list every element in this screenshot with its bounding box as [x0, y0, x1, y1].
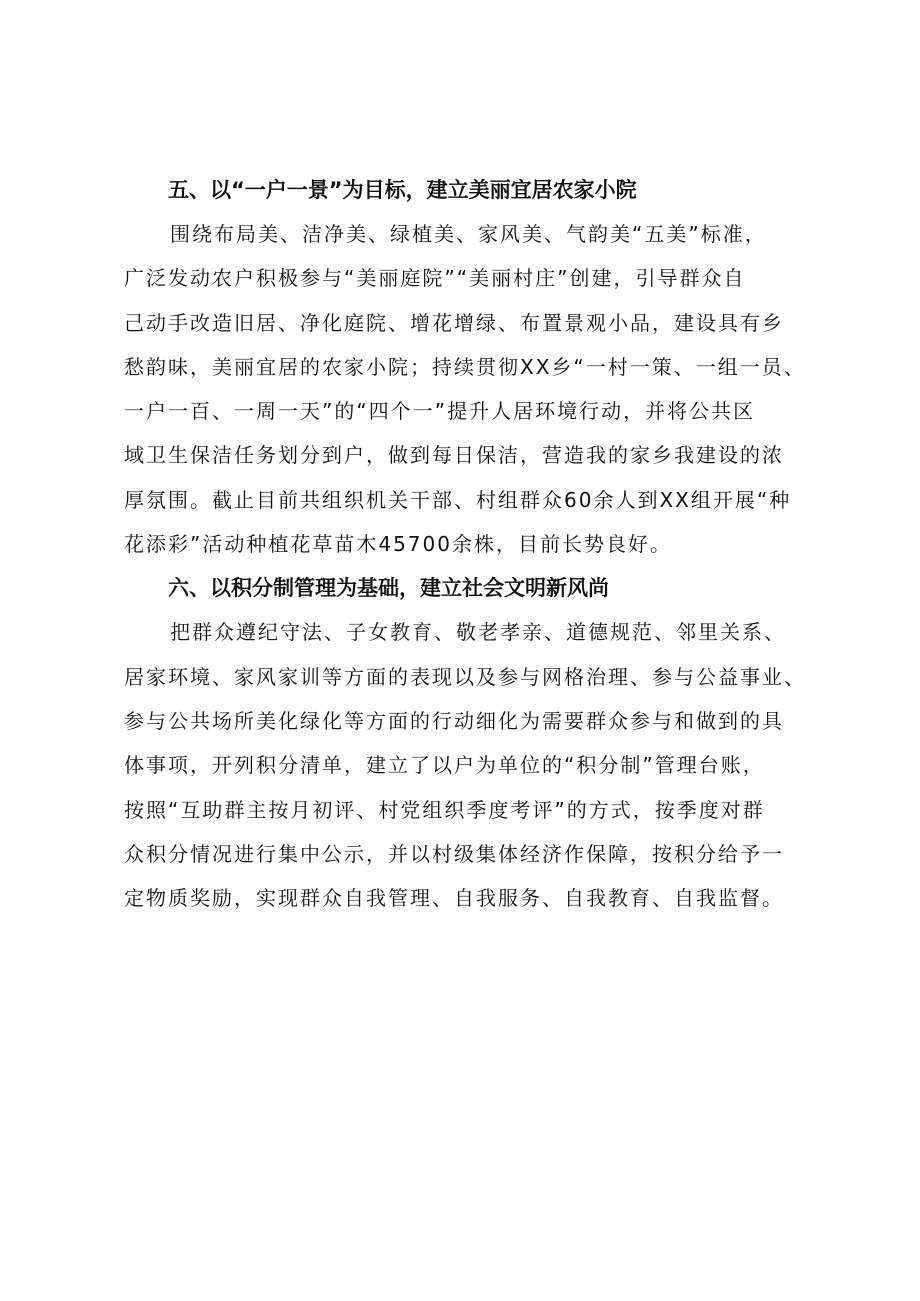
section-heading: 六、以积分制管理为基础，建立社会文明新风尚 — [168, 576, 609, 601]
document-body — [124, 168, 824, 920]
paragraph-line: 按照“互助群主按月初评、村党组织季度考评”的方式，按季度对群 — [124, 797, 765, 822]
paragraph-line: 广泛发动农户积极参与“美丽庭院”“美丽村庄”创建，引导群众自 — [124, 266, 746, 291]
section-five — [124, 168, 824, 566]
paragraph-line: 居家环境、家风家训等方面的表现以及参与网格治理、参与公益事业、 — [124, 664, 806, 689]
paragraph-line: 体事项，开列积分清单，建立了以户为单位的“积分制”管理台账， — [124, 753, 765, 778]
paragraph-line: 己动手改造旧居、净化庭院、增花增绿、布置景观小品，建设具有乡 — [124, 310, 784, 335]
paragraph-line: 参与公共场所美化绿化等方面的行动细化为需要群众参与和做到的具 — [124, 708, 784, 733]
paragraph-line: 把群众遵纪守法、子女教育、敬老孝亲、道德规范、邻里关系、 — [170, 620, 786, 645]
section-paragraph — [124, 212, 824, 566]
section-paragraph — [124, 610, 824, 920]
paragraph-line: 一户一百、一周一天”的“四个一”提升人居环境行动，并将公共区 — [124, 399, 756, 424]
paragraph-line: 域卫生保洁任务划分到户，做到每日保洁，营造我的家乡我建设的浓 — [124, 443, 784, 468]
section-six — [124, 566, 824, 920]
paragraph-line: 围绕布局美、洁净美、绿植美、家风美、气韵美“五美”标准， — [170, 222, 767, 246]
section-heading: 五、以“一户一景”为目标，建立美丽宜居农家小院 — [168, 178, 637, 202]
paragraph-line: 愁韵味，美丽宜居的农家小院；持续贯彻XX乡“一村一策、一组一员、 — [124, 354, 806, 379]
paragraph-line: 厚氛围。截止目前共组织机关干部、村组群众60余人到XX组开展“种 — [124, 487, 792, 512]
paragraph-line: 花添彩”活动种植花草苗木45700余株，目前长势良好。 — [124, 532, 672, 557]
paragraph-line: 定物质奖励，实现群众自我管理、自我服务、自我教育、自我监督。 — [124, 886, 784, 911]
paragraph-line: 众积分情况进行集中公示，并以村级集体经济作保障，按积分给予一 — [124, 841, 784, 866]
